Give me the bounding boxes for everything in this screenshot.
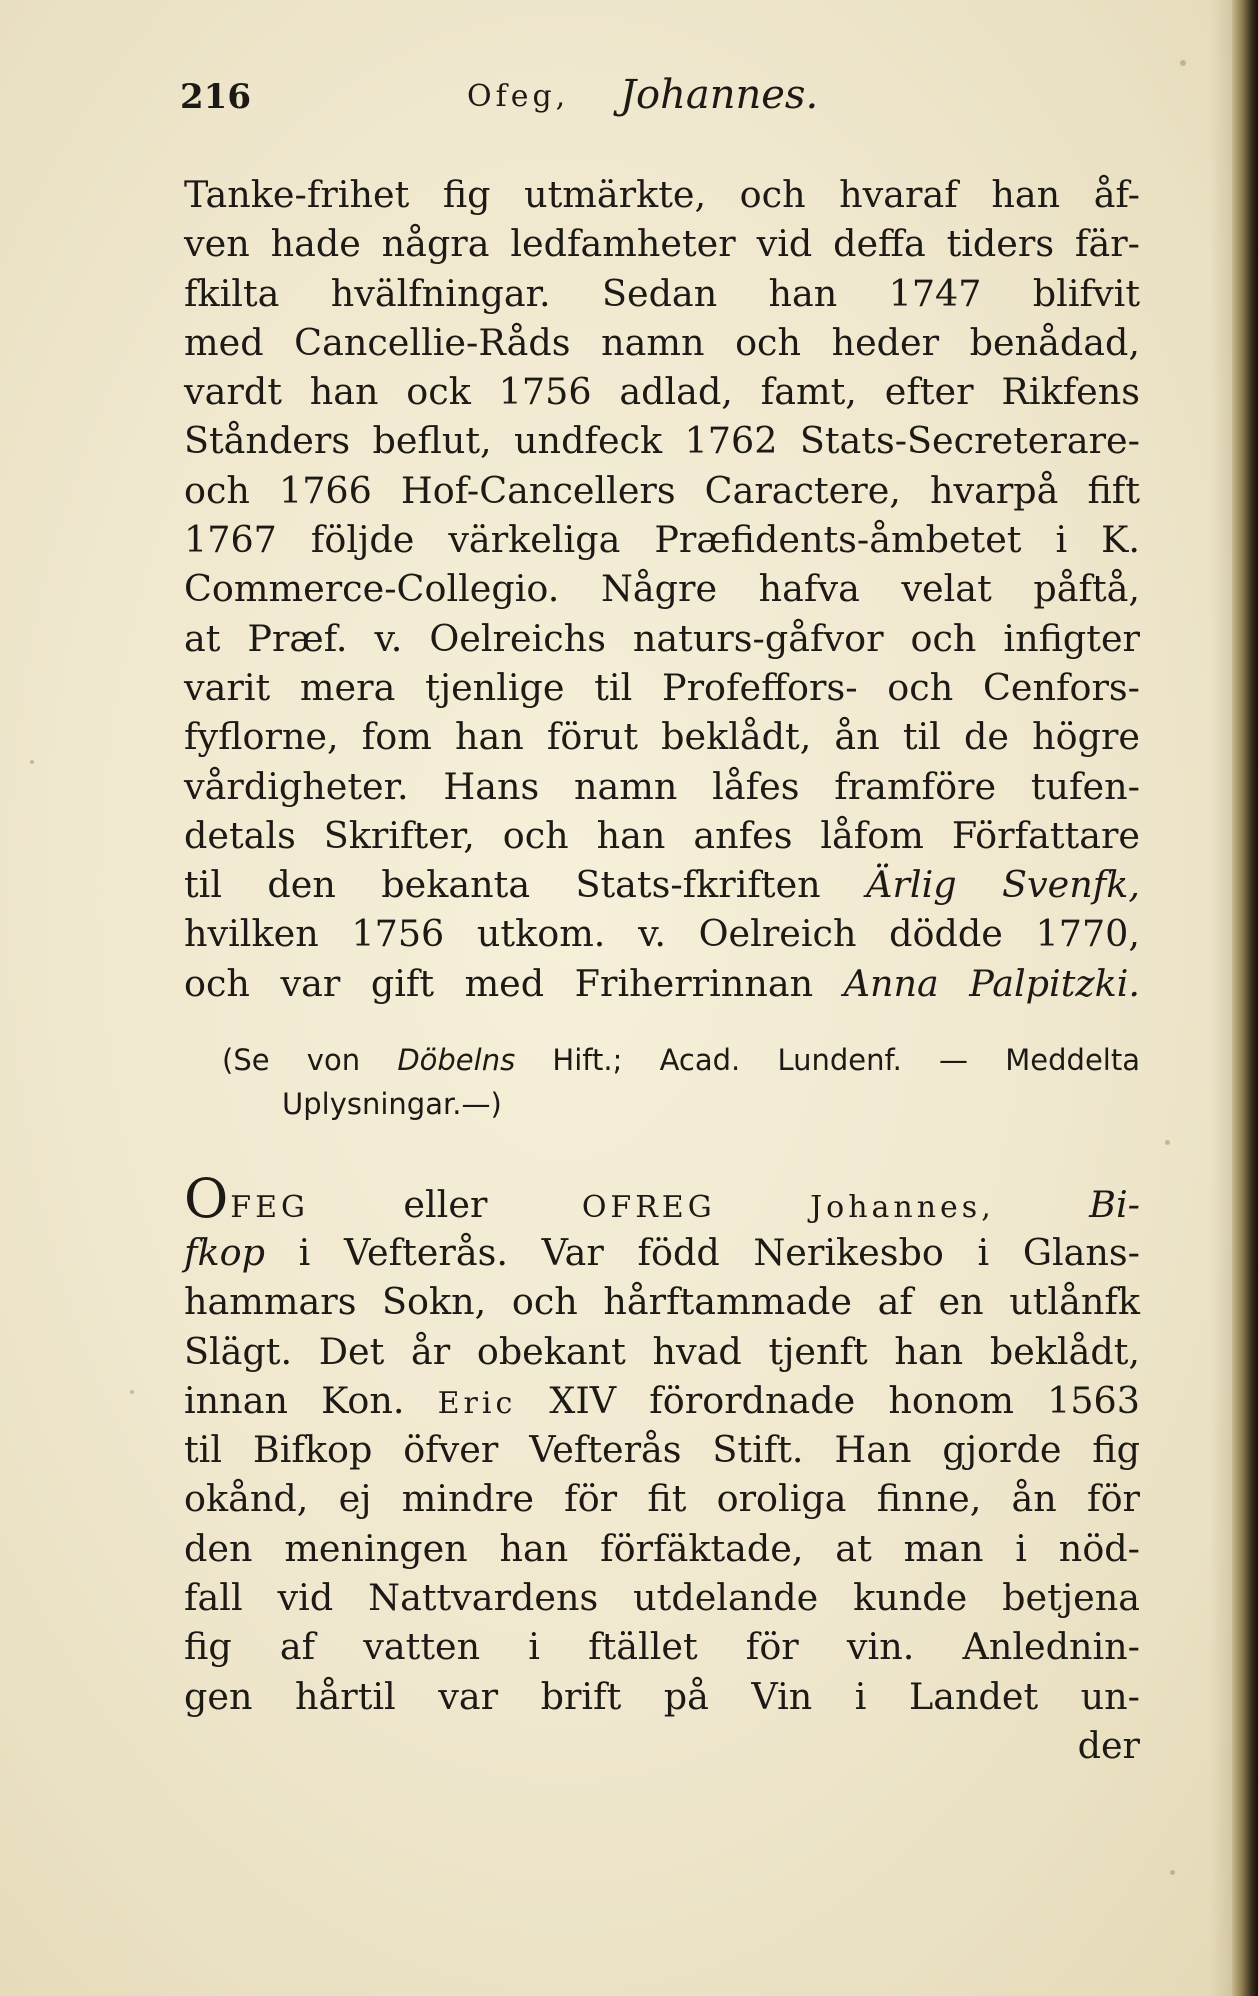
text-line: okånd, ej mindre för fit oroliga finne, ån för (184, 1477, 1140, 1521)
page-edge (1232, 0, 1258, 1996)
entry-surname: FEG (230, 1190, 309, 1225)
text-line: detals Skrifter, och han anfes låfom Författare (184, 813, 1140, 857)
text-line (184, 959, 1140, 1008)
spouse-name: Anna Palpitzki. (843, 961, 1140, 1005)
text-line: gen hårtil var brift på Vin i Landet un- (184, 1674, 1140, 1718)
text-line: fyflorne, fom han förut beklådt, ån til de högre (184, 715, 1140, 759)
text-line: vårdigheter. Hans namn låfes framföre tufen- (184, 764, 1140, 808)
text-run: til den bekanta Stats-fkriften (184, 863, 821, 907)
catchword: der (1077, 1723, 1140, 1767)
text-line: varit mera tjenlige til Profeffors- och Cenfors- (184, 665, 1140, 709)
text-line: Stånders beflut, undfeck 1762 Stats-Secreterare- (184, 419, 1140, 463)
note-run: Hift.; Acad. Lundenf. — Meddelta (552, 1043, 1140, 1077)
source-note (222, 1038, 1140, 1126)
text-line: vardt han ock 1756 adlad, famt, efter Rikfens (184, 370, 1140, 414)
text-line: Commerce-Collegio. Någre hafva velat påftå, (184, 567, 1140, 611)
text-line (184, 1228, 1140, 1277)
text-run: innan Kon. (184, 1378, 405, 1422)
paper-speck (1170, 1870, 1175, 1875)
text-line: med Cancellie-Råds namn och heder benådad, (184, 320, 1140, 364)
text-line: at Præf. v. Oelreichs naturs-gåfvor och infigter (184, 616, 1140, 660)
text-line: den meningen han förfäktade, at man i nöd- (184, 1526, 1140, 1570)
page-number: 216 (180, 77, 251, 117)
text-line: och 1766 Hof-Cancellers Caractere, hvarpå fift (184, 468, 1140, 512)
paper-speck (130, 1390, 134, 1394)
first-entry-text (184, 170, 1140, 1008)
second-entry-heading (184, 1167, 1140, 1230)
king-name: Eric (437, 1385, 517, 1421)
note-line (222, 1038, 1140, 1082)
text-run: och var gift med Friherrinnan (184, 961, 814, 1005)
text-line: fig af vatten i ftället för vin. Anlednin- (184, 1625, 1140, 1669)
paper-speck (30, 760, 34, 764)
entry-given-name: Johannes, (810, 1190, 995, 1225)
text-line: Slägt. Det år obekant hvad tjenft han beklådt, (184, 1329, 1140, 1373)
text-line: Tanke-frihet fig utmärkte, och hvaraf han åf- (184, 173, 1140, 216)
drop-initial: O (184, 1167, 231, 1230)
entry-alt-surname: OFREG (581, 1190, 716, 1225)
text-line: hammars Sokn, och hårftammade af en utlånfk (184, 1280, 1140, 1324)
text-run: i Vefterås. Var född Nerikesbo i Glans- (298, 1231, 1140, 1274)
note-line: Uplysningar.—) (282, 1087, 502, 1121)
note-run: (Se von (222, 1043, 361, 1077)
running-head-surname: Ofeg, (467, 79, 570, 114)
gutter-shading (1210, 0, 1232, 1996)
text-run: eller (403, 1183, 488, 1226)
text-line: til Bifkop öfver Vefterås Stift. Han gjorde fig (184, 1428, 1140, 1472)
note-author: Döbelns (397, 1043, 516, 1077)
text-line: fall vid Nattvardens utdelande kunde betjena (184, 1576, 1140, 1620)
running-head-given-name: Johannes. (620, 72, 819, 118)
second-entry-text (184, 1228, 1140, 1770)
paper-speck (1180, 60, 1186, 66)
text-line (184, 1376, 1140, 1425)
text-line: hvilken 1756 utkom. v. Oelreich dödde 1770, (184, 912, 1140, 956)
entry-title-continued: fkop (184, 1231, 265, 1274)
publication-title: Ärlig Svenfk, (866, 863, 1140, 907)
running-head (180, 72, 1080, 122)
paper-speck (1165, 1140, 1170, 1145)
text-line: 1767 följde värkeliga Præfidents-åmbetet i K. (184, 518, 1140, 562)
entry-title: Bi- (1089, 1183, 1140, 1226)
text-line: ven hade några ledfamheter vid deffa tiders fär- (184, 222, 1140, 266)
entry-heading-line (184, 1167, 1140, 1230)
text-line (184, 860, 1140, 909)
text-line: fkilta hvälfningar. Sedan han 1747 blifvit (184, 271, 1140, 315)
text-run: XIV förordnade honom 1563 (549, 1378, 1140, 1422)
